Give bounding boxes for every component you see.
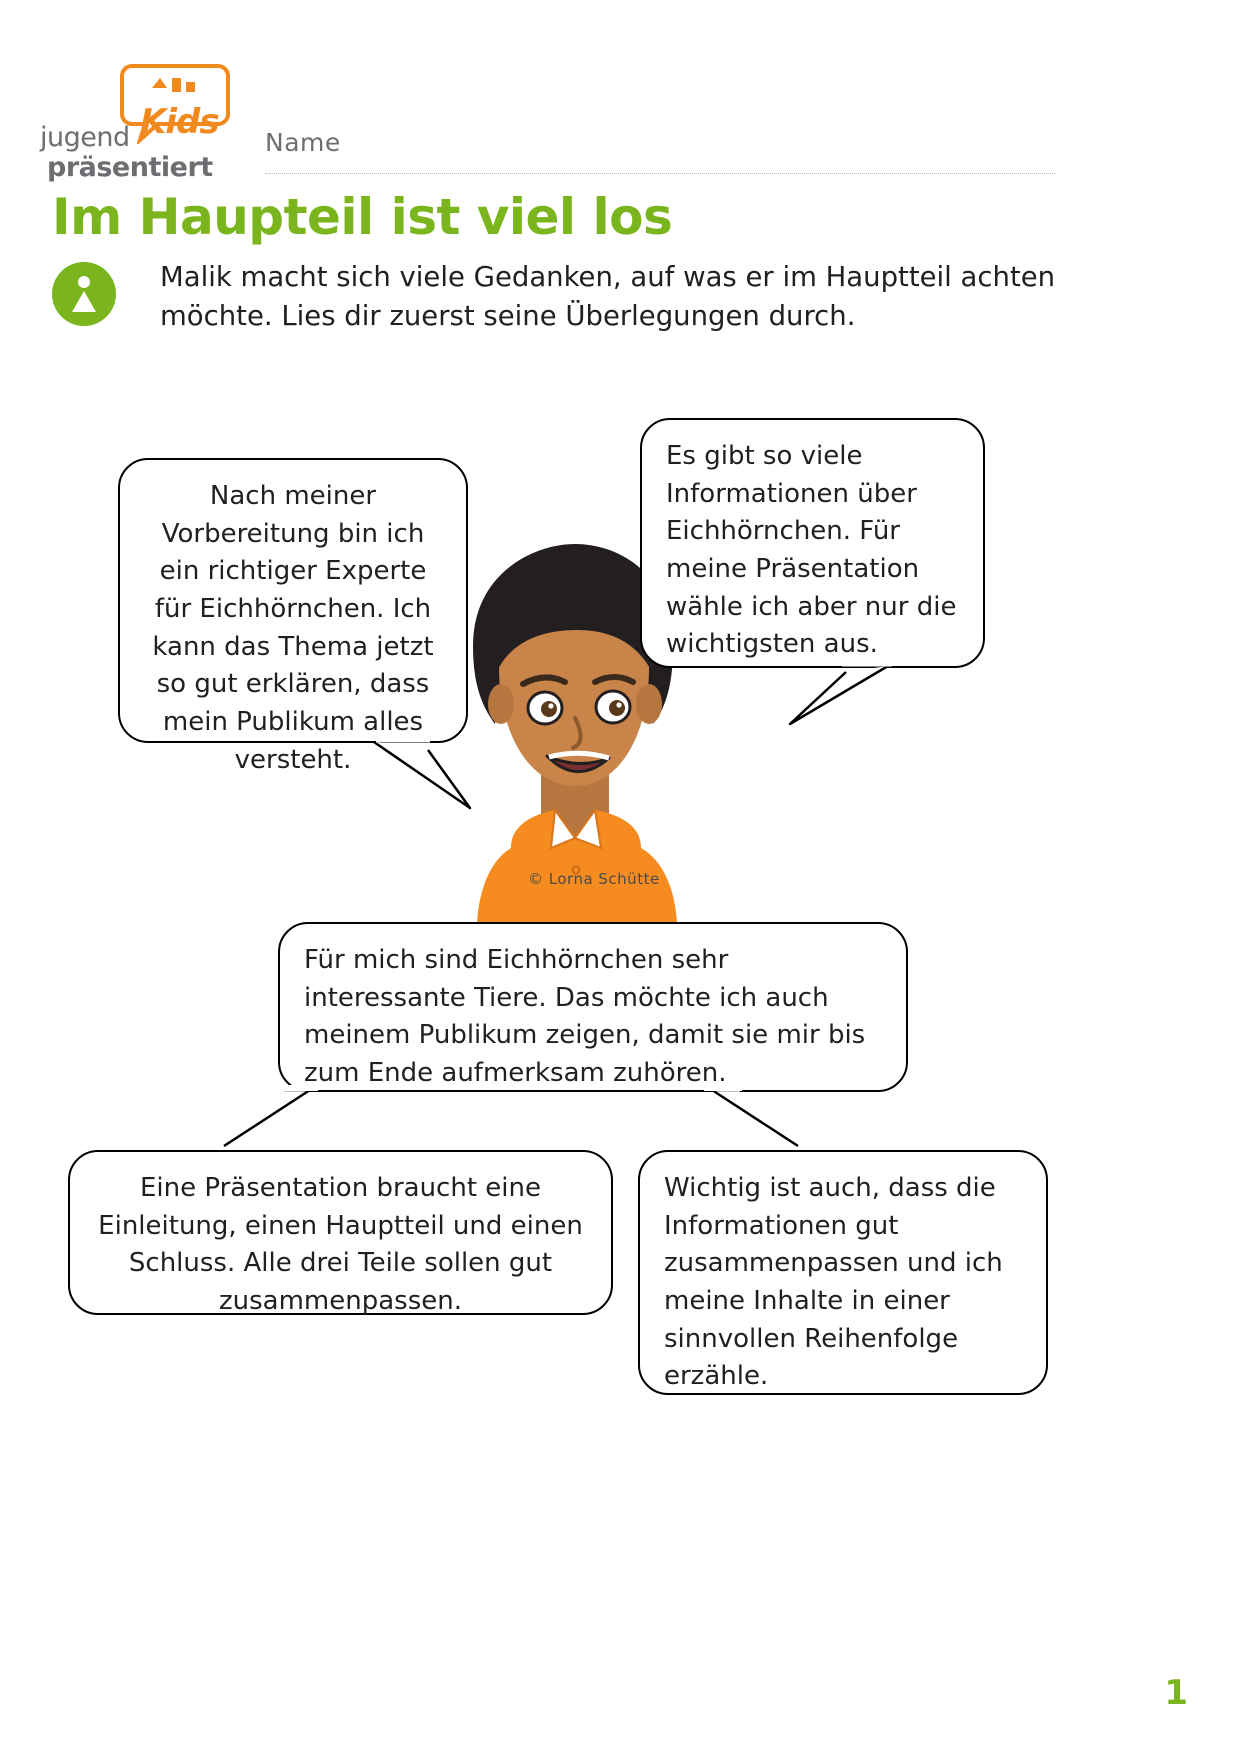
speech-bubble-right-top: Es gibt so viele Informationen über Eichhörnchen. Für meine Präsentation wähle ich aber nur die wichtigsten aus. <box>640 418 985 668</box>
name-input-line[interactable] <box>265 173 1055 174</box>
logo-jugend-praesentiert-kids <box>40 60 250 183</box>
intro-text: Malik macht sich viele Gedanken, auf was er im Hauptteil achten möchte. Lies dir zuerst seine Überlegungen durch. <box>160 261 1056 333</box>
speech-bubble-bottom-left: Eine Präsentation braucht eine Einleitung, einen Hauptteil und einen Schluss. Alle drei Teile sollen gut zusammenpassen. <box>68 1150 613 1315</box>
speech-bubble-center: Für mich sind Eichhörnchen sehr interessante Tiere. Das möchte ich auch meinem Publikum zeigen, damit sie mir bis zum Ende aufmerksam zuhören. <box>278 922 908 1092</box>
page-header <box>0 40 1240 183</box>
page-number: 1 <box>1164 1673 1188 1713</box>
illustration-credit: © Lorna Schütte <box>528 870 660 888</box>
speech-bubble-tail-right-top <box>780 662 910 742</box>
speech-bubble-left-top: Nach meiner Vorbereitung bin ich ein richtiger Experte für Eichhörnchen. Ich kann das Thema jetzt so gut erklären, dass mein Publikum alles versteht. <box>118 458 468 743</box>
speech-bubble-tail-center-left <box>218 1084 338 1154</box>
name-field-block[interactable] <box>265 128 1055 157</box>
speech-bubble-bottom-right: Wichtig ist auch, dass die Informationen gut zusammenpassen und ich meine Inhalte in einer sinnvollen Reihenfolge erzähle. <box>638 1150 1048 1395</box>
speech-bubble-tail-center-right <box>686 1084 806 1154</box>
logo-jugend-text: jugend <box>40 122 130 153</box>
name-label: Name <box>265 128 341 157</box>
logo-kids-text: Kids <box>140 102 219 142</box>
info-icon <box>52 262 116 326</box>
page-title: Im Haupteil ist viel los <box>52 188 673 246</box>
illustration-scene <box>0 400 1240 1670</box>
logo-praesentiert-text: präsentiert <box>47 152 213 183</box>
speech-bubble-tail-left-top <box>370 738 500 828</box>
